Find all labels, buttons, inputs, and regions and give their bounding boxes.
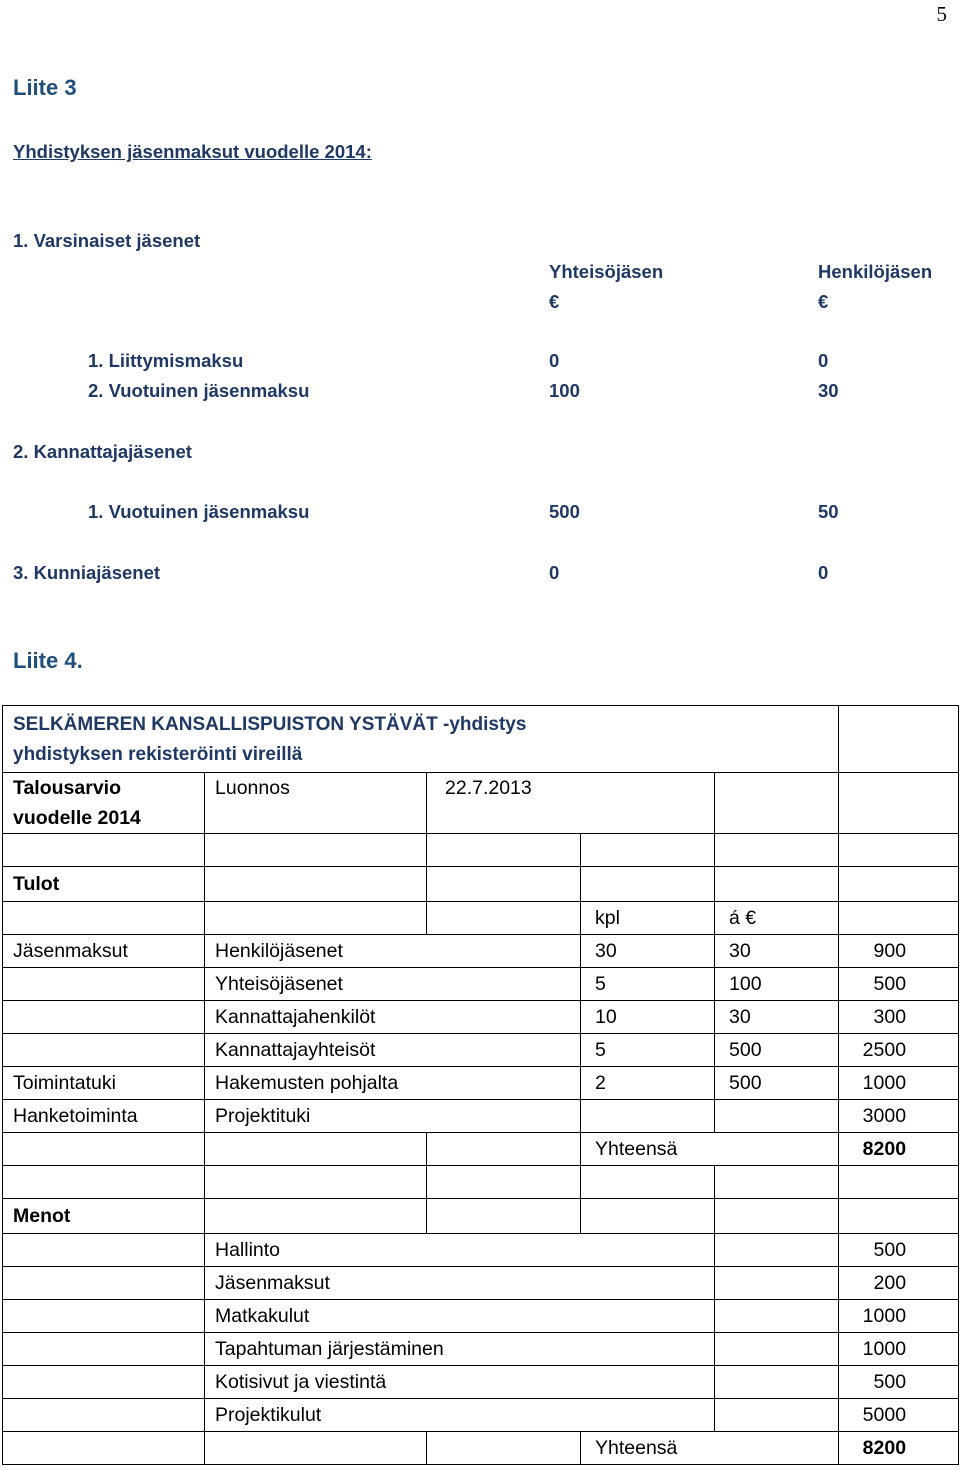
empty-cell	[839, 834, 959, 867]
vuotuinen1-henkilo: 30	[818, 380, 839, 401]
income-category	[3, 1034, 205, 1067]
expense-item: Projektikulut	[205, 1399, 715, 1432]
empty-cell	[3, 1432, 205, 1465]
menot-label: Menot	[3, 1199, 205, 1234]
expense-total: 200	[839, 1267, 959, 1300]
income-category	[3, 968, 205, 1001]
income-item: Kannattajahenkilöt	[205, 1001, 581, 1034]
expense-row	[3, 1399, 959, 1432]
empty-cell	[3, 1300, 205, 1333]
income-unit-price: 100	[715, 968, 839, 1001]
row-liittymismaksu: 1. Liittymismaksu	[88, 350, 244, 371]
expense-total: 5000	[839, 1399, 959, 1432]
income-total: 300	[839, 1001, 959, 1034]
spacer-row	[3, 1166, 959, 1199]
income-grand-total: 8200	[839, 1133, 959, 1166]
org-row	[3, 706, 959, 773]
empty-cell	[3, 1399, 205, 1432]
expense-item: Kotisivut ja viestintä	[205, 1366, 715, 1399]
vuotuinen2-yhteiso: 500	[549, 501, 580, 522]
income-total-row	[3, 1133, 959, 1166]
expense-row	[3, 1366, 959, 1399]
empty-cell	[205, 1199, 427, 1234]
empty-cell	[715, 1300, 839, 1333]
income-row	[3, 1100, 959, 1133]
tulot-label: Tulot	[3, 867, 205, 902]
income-total: 3000	[839, 1100, 959, 1133]
empty-cell	[205, 834, 427, 867]
empty-cell	[205, 1432, 427, 1465]
income-total-label: Yhteensä	[581, 1133, 839, 1166]
income-kpl	[581, 1100, 715, 1133]
header-yhteisojasen: Yhteisöjäsen	[549, 261, 664, 282]
vuotuinen2-henkilo: 50	[818, 501, 839, 522]
empty-cell	[581, 867, 715, 902]
empty-cell	[427, 902, 581, 935]
income-unit-price: 30	[715, 1001, 839, 1034]
empty-cell	[715, 1199, 839, 1234]
income-total: 900	[839, 935, 959, 968]
empty-cell	[839, 773, 959, 834]
expense-item: Jäsenmaksut	[205, 1267, 715, 1300]
expense-row	[3, 1234, 959, 1267]
empty-cell	[3, 1234, 205, 1267]
currency-yhteiso: €	[549, 291, 560, 312]
income-header-row	[3, 902, 959, 935]
income-total: 1000	[839, 1067, 959, 1100]
talousarvio-cell	[3, 773, 205, 834]
expense-row	[3, 1333, 959, 1366]
talousarvio-label: Talousarvio	[13, 777, 122, 799]
expense-total-label: Yhteensä	[581, 1432, 839, 1465]
expense-total: 1000	[839, 1300, 959, 1333]
row-vuotuinen-kannattaja: 1. Vuotuinen jäsenmaksu	[88, 501, 310, 522]
talousarvio-row	[3, 773, 959, 834]
income-unit-price	[715, 1100, 839, 1133]
income-unit-price: 30	[715, 935, 839, 968]
empty-cell	[581, 834, 715, 867]
income-category: Toimintatuki	[3, 1067, 205, 1100]
expense-total: 1000	[839, 1333, 959, 1366]
income-row	[3, 1001, 959, 1034]
expense-row	[3, 1300, 959, 1333]
empty-cell	[3, 1366, 205, 1399]
empty-cell	[839, 706, 959, 773]
liite3-title: Liite 3	[13, 75, 77, 100]
vuotuinen1-yhteiso: 100	[549, 380, 580, 401]
empty-cell	[205, 1166, 427, 1199]
expense-item: Matkakulut	[205, 1300, 715, 1333]
income-row	[3, 1067, 959, 1100]
empty-cell	[715, 1399, 839, 1432]
org-name-cell	[3, 706, 839, 773]
talousarvio-year: vuodelle 2014	[13, 807, 141, 829]
income-category	[3, 1001, 205, 1034]
empty-cell	[427, 1199, 581, 1234]
liite4-title: Liite 4.	[13, 648, 83, 673]
income-unit-price: 500	[715, 1034, 839, 1067]
row-vuotuinen-varsinainen: 2. Vuotuinen jäsenmaksu	[88, 380, 310, 401]
empty-cell	[427, 834, 581, 867]
income-row	[3, 968, 959, 1001]
income-category: Jäsenmaksut	[3, 935, 205, 968]
kunnia-henkilo: 0	[818, 562, 829, 583]
empty-cell	[715, 1166, 839, 1199]
income-total: 500	[839, 968, 959, 1001]
empty-cell	[581, 1166, 715, 1199]
empty-cell	[581, 1199, 715, 1234]
empty-cell	[3, 902, 205, 935]
empty-cell	[427, 1432, 581, 1465]
liittymis-henkilo: 0	[818, 350, 829, 371]
empty-cell	[205, 1133, 427, 1166]
col-kpl: kpl	[581, 902, 715, 935]
section-kunniajasenet: 3. Kunniajäsenet	[13, 562, 161, 583]
income-item: Yhteisöjäsenet	[205, 968, 581, 1001]
empty-cell	[715, 1366, 839, 1399]
header-henkilojasen: Henkilöjäsen	[818, 261, 933, 282]
empty-cell	[715, 1333, 839, 1366]
empty-cell	[3, 1267, 205, 1300]
empty-cell	[205, 867, 427, 902]
currency-henkilo: €	[818, 291, 829, 312]
income-item: Henkilöjäsenet	[205, 935, 581, 968]
income-item: Hakemusten pohjalta	[205, 1067, 581, 1100]
income-row	[3, 1034, 959, 1067]
empty-cell	[715, 834, 839, 867]
income-kpl: 30	[581, 935, 715, 968]
expense-total: 500	[839, 1234, 959, 1267]
income-unit-price: 500	[715, 1067, 839, 1100]
empty-cell	[3, 1133, 205, 1166]
income-kpl: 10	[581, 1001, 715, 1034]
expense-row	[3, 1267, 959, 1300]
empty-cell	[427, 867, 581, 902]
org-name: SELKÄMEREN KANSALLISPUISTON YSTÄVÄT -yhdistys	[13, 714, 527, 735]
budget-table	[2, 705, 959, 1465]
expense-item: Hallinto	[205, 1234, 715, 1267]
section-kannattajajasenet: 2. Kannattajajäsenet	[13, 441, 192, 462]
menot-row	[3, 1199, 959, 1234]
income-item: Projektituki	[205, 1100, 581, 1133]
empty-cell	[839, 902, 959, 935]
empty-cell	[839, 1199, 959, 1234]
empty-cell	[427, 1133, 581, 1166]
income-item: Kannattajayhteisöt	[205, 1034, 581, 1067]
empty-cell	[839, 1166, 959, 1199]
expense-total: 500	[839, 1366, 959, 1399]
tulot-row	[3, 867, 959, 902]
col-unit-price: á €	[715, 902, 839, 935]
income-category: Hanketoiminta	[3, 1100, 205, 1133]
empty-cell	[427, 1166, 581, 1199]
empty-cell	[715, 1267, 839, 1300]
expense-total-row	[3, 1432, 959, 1465]
liittymis-yhteiso: 0	[549, 350, 560, 371]
section-varsinaiset: 1. Varsinaiset jäsenet	[13, 230, 201, 251]
kunnia-yhteiso: 0	[549, 562, 560, 583]
empty-cell	[205, 902, 427, 935]
income-kpl: 2	[581, 1067, 715, 1100]
luonnos-cell: Luonnos	[205, 773, 427, 834]
spacer-row	[3, 834, 959, 867]
income-kpl: 5	[581, 1034, 715, 1067]
expense-grand-total: 8200	[839, 1432, 959, 1465]
page-number: 5	[936, 2, 947, 26]
expense-item: Tapahtuman järjestäminen	[205, 1333, 715, 1366]
empty-cell	[3, 1333, 205, 1366]
date-cell: 22.7.2013	[427, 773, 715, 834]
empty-cell	[839, 867, 959, 902]
income-row	[3, 935, 959, 968]
empty-cell	[3, 834, 205, 867]
income-total: 2500	[839, 1034, 959, 1067]
org-status: yhdistyksen rekisteröinti vireillä	[13, 744, 303, 765]
empty-cell	[3, 1166, 205, 1199]
income-kpl: 5	[581, 968, 715, 1001]
empty-cell	[715, 773, 839, 834]
liite3-subtitle: Yhdistyksen jäsenmaksut vuodelle 2014:	[13, 141, 372, 162]
empty-cell	[715, 867, 839, 902]
empty-cell	[715, 1234, 839, 1267]
